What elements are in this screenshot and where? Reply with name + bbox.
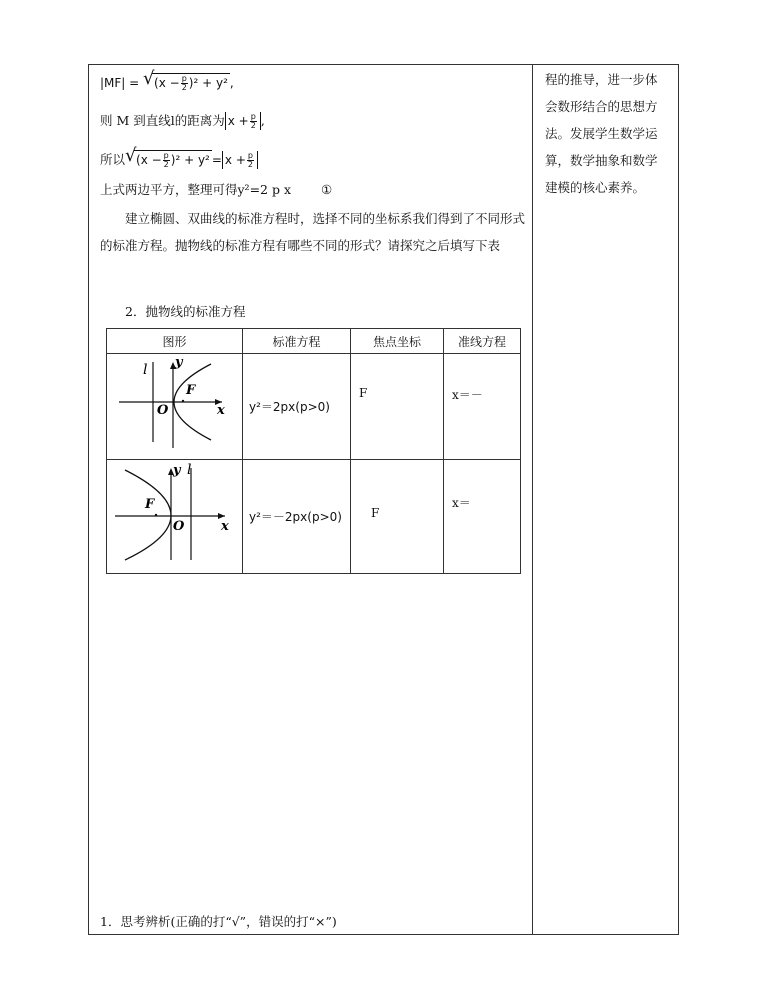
table-header-row <box>107 329 521 354</box>
equation-text: y²＝－2px(p>0) <box>249 510 342 524</box>
so-text: 所以 <box>100 152 126 167</box>
header-directrix: 准线方程 <box>444 329 521 354</box>
side-note-line: 程的推导，进一步体 <box>545 72 658 87</box>
equation-cell-2 <box>243 460 351 574</box>
label-y: y <box>173 463 181 478</box>
directrix-text: x＝－ <box>452 388 483 402</box>
mf-tail: , <box>229 76 234 90</box>
label-l: l <box>187 462 192 478</box>
label-y: y <box>175 355 183 370</box>
column-divider <box>532 64 533 935</box>
header-graph: 图形 <box>107 329 243 354</box>
square-text: 上式两边平方，整理可得y²=2 p x <box>100 182 291 197</box>
label-O: O <box>173 519 185 534</box>
abs-expression-2: x + $\frac{p}{2}$ <box>222 151 258 169</box>
label-x: x <box>221 519 229 534</box>
parabola-left-graph <box>107 460 242 570</box>
square-line <box>100 181 332 199</box>
mf-equation <box>100 68 234 92</box>
sqrt-expression: √ (x − $\frac{p}{2}$ )² + y² <box>143 68 228 92</box>
label-F: F <box>186 383 196 398</box>
intro-paragraph: 建立椭圆、双曲线的标准方程时，选择不同的坐标系我们得到了不同形式的标准方程。抛物线的标准方程有哪些不同的形式？请探究之后填写下表 <box>100 211 526 253</box>
equation-cell-1 <box>243 354 351 460</box>
section-title: 2．抛物线的标准方程 <box>125 304 246 319</box>
directrix-cell-2 <box>444 460 521 574</box>
so-line: 所以 √ (x − $\frac{p}{2}$ )² + y² = x + $\frac{p}{2}$ <box>100 150 258 169</box>
side-note-line: 建模的核心素养。 <box>545 180 646 195</box>
side-note <box>545 66 665 201</box>
side-note-line: 法。发展学生数学运 <box>545 126 658 141</box>
distance-text: 则 M 到直线l的距离为 <box>100 113 225 128</box>
parabola-table <box>106 328 521 574</box>
directrix-cell-1 <box>444 354 521 460</box>
sqrt-expression-2: √ (x − $\frac{p}{2}$ )² + y² <box>125 145 210 169</box>
header-equation: 标准方程 <box>243 329 351 354</box>
equation-text: y²＝2px(p>0) <box>249 400 330 414</box>
frac-p-over-2: $\frac{p}{2}$ <box>181 74 187 92</box>
side-note-line: 算，数学抽象和数学 <box>545 153 658 168</box>
graph-cell-1 <box>107 354 243 460</box>
distance-line <box>100 112 265 130</box>
focus-text: F <box>359 386 368 400</box>
header-focus: 焦点坐标 <box>351 329 444 354</box>
exercise-heading: 1．思考辨析(正确的打“√”，错误的打“×”) <box>100 914 337 929</box>
table-row <box>107 354 521 460</box>
focus-text: F <box>371 506 380 520</box>
side-note-line: 会数形结合的思想方 <box>545 99 658 114</box>
mf-inside-post: )² + y² <box>188 76 228 90</box>
table-row <box>107 460 521 574</box>
label-O: O <box>157 403 169 418</box>
focus-cell-2 <box>351 460 444 574</box>
abs-expression: x + $\frac{p}{2}$ <box>225 112 261 130</box>
distance-tail: , <box>260 113 265 128</box>
label-F: F <box>145 497 155 512</box>
mf-lhs: |MF| = <box>100 76 140 90</box>
directrix-text: x＝ <box>452 496 471 510</box>
graph-cell-2 <box>107 460 243 574</box>
label-x: x <box>217 403 225 418</box>
label-l: l <box>143 362 148 378</box>
focus-cell-1 <box>351 354 444 460</box>
parabola-right-graph <box>107 354 242 456</box>
mf-inside-pre: (x − <box>154 76 180 90</box>
equation-number: ① <box>320 182 333 197</box>
